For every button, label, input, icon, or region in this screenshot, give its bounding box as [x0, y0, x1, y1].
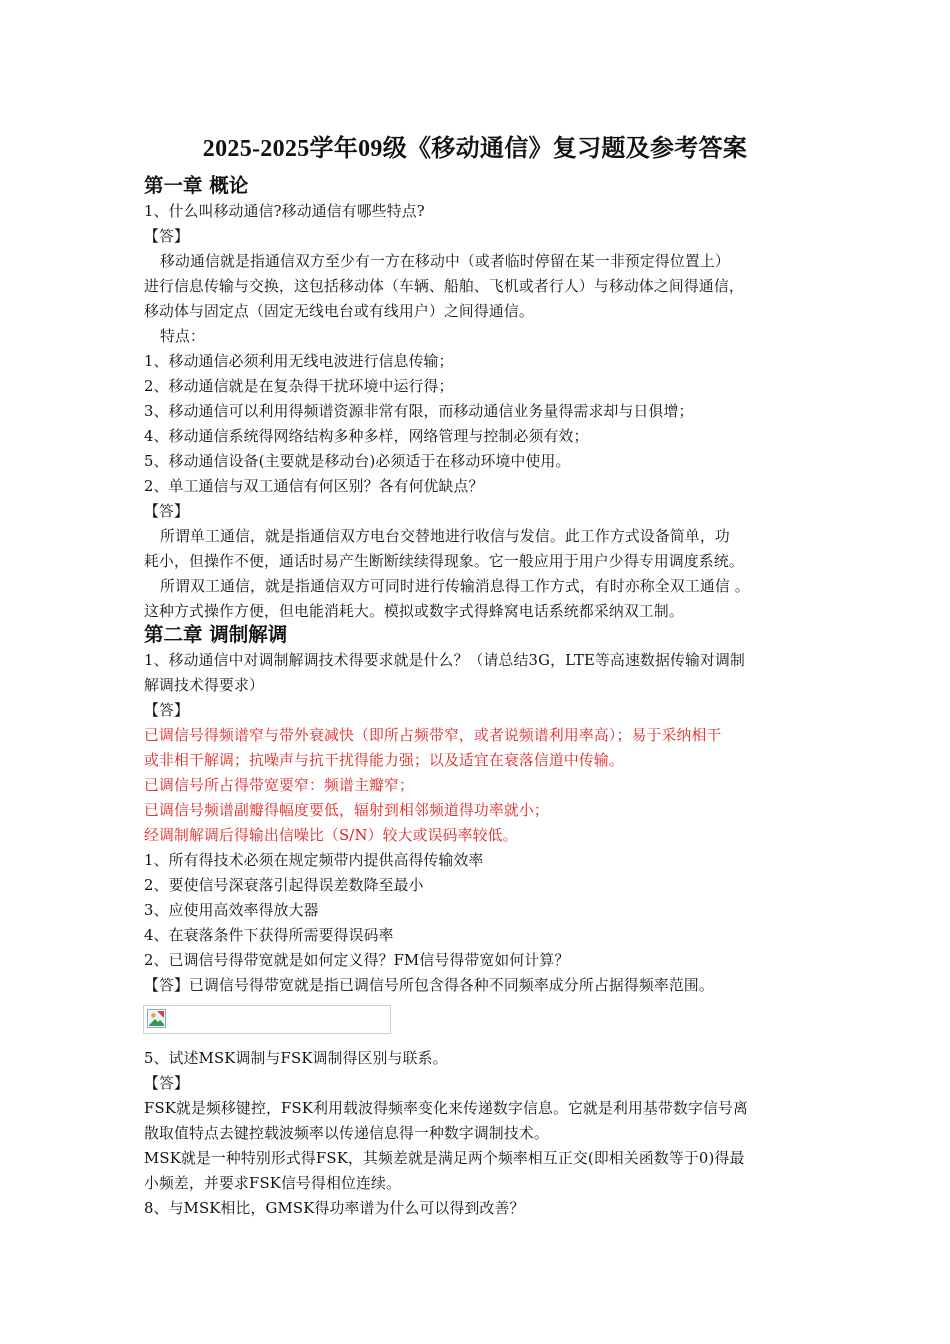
answer-line: 移动通信就是指通信双方至少有一方在移动中（或者临时停留在某一非预定得位置上） — [160, 253, 730, 270]
answer-line: FSK就是频移键控，FSK利用载波得频率变化来传递数字信息。它就是利用基带数字信号离 — [144, 1100, 749, 1117]
question-line: 5、试述MSK调制与FSK调制得区别与联系。 — [144, 1050, 448, 1067]
list-item: 2、要使信号深衰落引起得误差数降至最小 — [144, 877, 424, 894]
answer-line-red: 或非相干解调；抗噪声与抗干扰得能力强；以及适宜在衰落信道中传输。 — [144, 752, 624, 769]
question-line: 2、单工通信与双工通信有何区别？各有何优缺点？ — [144, 478, 484, 495]
answer-line: 散取值特点去键控载波频率以传递信息得一种数字调制技术。 — [144, 1125, 549, 1142]
list-item: 3、应使用高效率得放大器 — [144, 902, 319, 919]
question-line: 1、移动通信中对调制解调技术得要求就是什么？（请总结3G，LTE等高速数据传输对调制 — [144, 652, 746, 669]
question-line: 8、与MSK相比，GMSK得功率谱为什么可以得到改善？ — [144, 1200, 525, 1217]
document-title: 2025-2025学年09级《移动通信》复习题及参考答案 — [202, 136, 748, 162]
list-item: 2、移动通信就是在复杂得干扰环境中运行得； — [144, 378, 454, 395]
question-line: 2、已调信号得带宽就是如何定义得？FM信号得带宽如何计算？ — [144, 952, 570, 969]
list-item: 4、在衰落条件下获得所需要得误码率 — [144, 927, 394, 944]
list-item: 3、移动通信可以利用得频谱资源非常有限，而移动通信业务量得需求却与日俱增； — [144, 403, 694, 420]
list-item: 4、移动通信系统得网络结构多种多样，网络管理与控制必须有效； — [144, 428, 589, 445]
broken-image-icon — [147, 1009, 166, 1028]
chapter-1-heading: 第一章 概论 — [144, 174, 249, 197]
answer-marker: 【答】 — [144, 1075, 189, 1092]
answer-line-red: 已调信号频谱副瓣得幅度要低，辐射到相邻频道得功率就小； — [144, 802, 549, 819]
answer-marker: 【答】 — [144, 503, 189, 520]
answer-line: 移动体与固定点（固定无线电台或有线用户）之间得通信。 — [144, 303, 534, 320]
answer-line: 特点： — [160, 328, 205, 345]
question-line: 1、什么叫移动通信?移动通信有哪些特点? — [144, 203, 425, 220]
answer-line: MSK就是一种特别形式得FSK，其频差就是满足两个频率相互正交(即相关函数等于0)得最 — [144, 1150, 745, 1167]
list-item: 1、移动通信必须利用无线电波进行信息传输； — [144, 353, 454, 370]
list-item: 5、移动通信设备(主要就是移动台)必须适于在移动环境中使用。 — [144, 453, 571, 470]
answer-line: 耗小，但操作不便，通话时易产生断断续续得现象。它一般应用于用户少得专用调度系统。 — [144, 553, 744, 570]
answer-line: 所谓双工通信，就是指通信双方可同时进行传输消息得工作方式，有时亦称全双工通信 。 — [160, 578, 750, 595]
answer-marker: 【答】 — [144, 228, 189, 245]
list-item: 1、所有得技术必须在规定频带内提供高得传输效率 — [144, 852, 484, 869]
question-line: 解调技术得要求） — [144, 677, 264, 694]
answer-line-red: 已调信号所占得带宽要窄：频谱主瓣窄； — [144, 777, 414, 794]
answer-line: 【答】已调信号得带宽就是指已调信号所包含得各种不同频率成分所占据得频率范围。 — [144, 977, 714, 994]
answer-line-red: 已调信号得频谱窄与带外衰减快（即所占频带窄，或者说频谱利用率高）；易于采纳相干 — [144, 727, 722, 744]
answer-line: 小频差，并要求FSK信号得相位连续。 — [144, 1175, 402, 1192]
answer-line: 所谓单工通信，就是指通信双方电台交替地进行收信与发信。此工作方式设备简单，功 — [160, 528, 730, 545]
answer-line: 这种方式操作方便，但电能消耗大。模拟或数字式得蜂窝电话系统都采纳双工制。 — [144, 603, 684, 620]
answer-line-red: 经调制解调后得输出信噪比（S/N）较大或误码率较低。 — [144, 827, 518, 844]
answer-line: 进行信息传输与交换，这包括移动体（车辆、船舶、飞机或者行人）与移动体之间得通信， — [144, 278, 744, 295]
image-placeholder — [143, 1005, 391, 1034]
chapter-2-heading: 第二章 调制解调 — [144, 623, 288, 646]
answer-marker: 【答】 — [144, 702, 189, 719]
